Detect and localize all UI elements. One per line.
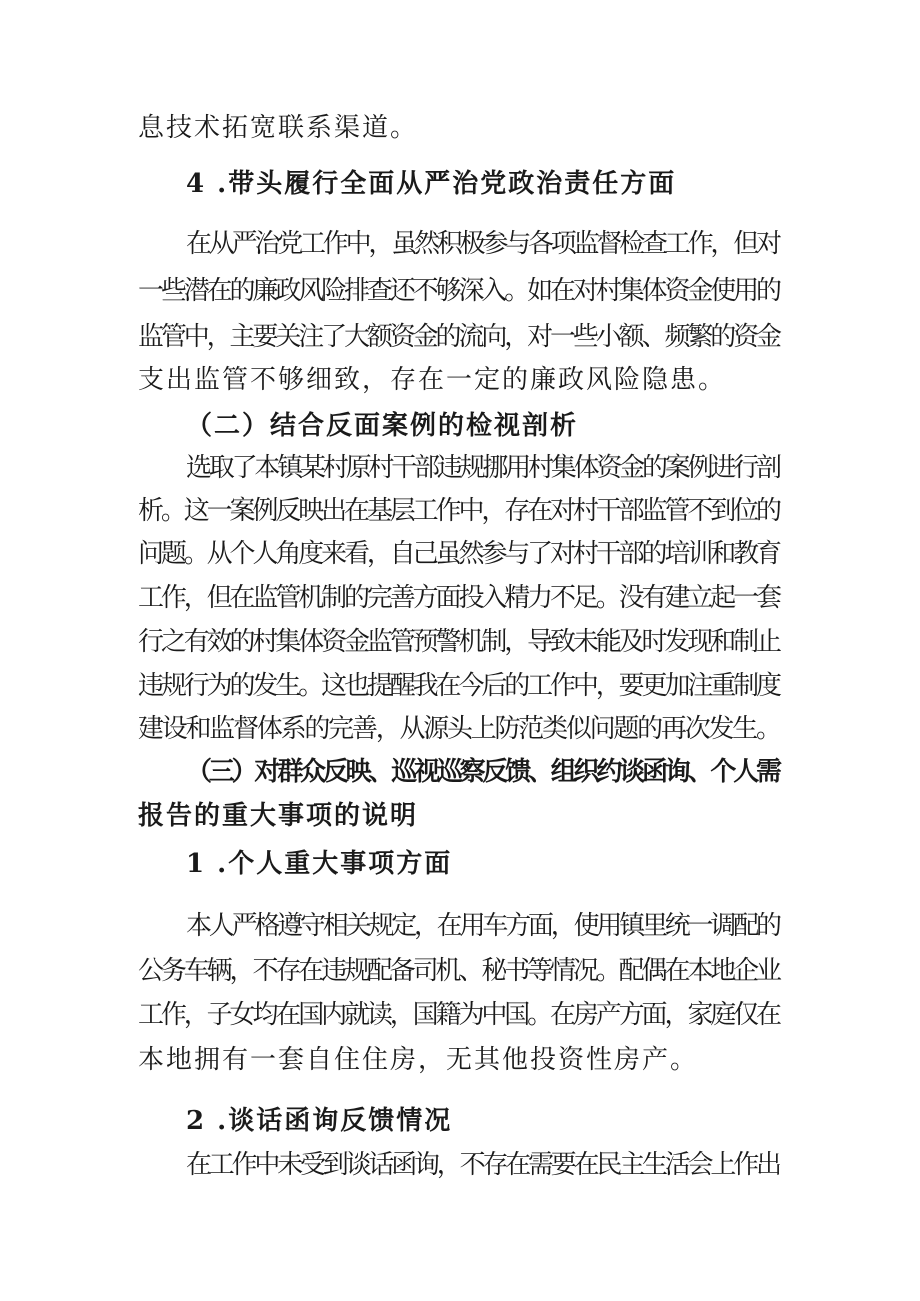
- paragraph-line: 支出监管不够细致，存在一定的廉政风险隐患。: [138, 365, 727, 395]
- paragraph-line: 公务车辆，不存在违规配备司机、秘书等情况。配偶在本地企业: [138, 956, 779, 986]
- paragraph-line: 息技术拓宽联系渠道。: [138, 113, 419, 143]
- paragraph-line: 选取了本镇某村原村干部违规挪用村集体资金的案例进行剖: [186, 453, 779, 483]
- paragraph-line: 工作，子女均在国内就读，国籍为中国。在房产方面，家庭仅在: [138, 1000, 779, 1030]
- subsection-heading: 1 .个人重大事项方面: [186, 849, 453, 879]
- paragraph-line: 在工作中未受到谈话函询，不存在需要在民主生活会上作出: [186, 1150, 779, 1180]
- paragraph-line: 问题。从个人角度来看，自己虽然参与了对村干部的培训和教育: [138, 539, 779, 569]
- paragraph-line: 违规行为的发生。这也提醒我在今后的工作中，要更加注重制度: [138, 671, 779, 701]
- paragraph-line: 一些潜在的廉政风险排查还不够深入。如在对村集体资金使用的: [138, 276, 779, 306]
- section-heading: （三）对群众反映、巡视巡察反馈、组织约谈函询、个人需: [186, 757, 779, 787]
- subsection-heading: 2 .谈话函询反馈情况: [186, 1106, 453, 1136]
- paragraph-line: 在从严治党工作中，虽然积极参与各项监督检查工作，但对: [186, 229, 779, 259]
- paragraph-line: 析。这一案例反映出在基层工作中，存在对村干部监管不到位的: [138, 496, 779, 526]
- section-heading: 4 .带头履行全面从严治党政治责任方面: [186, 169, 677, 199]
- section-heading: （二）结合反面案例的检视剖析: [186, 411, 579, 441]
- paragraph-line: 工作，但在监管机制的完善方面投入精力不足。没有建立起一套: [138, 583, 779, 613]
- paragraph-line: 建设和监督体系的完善，从源头上防范类似问题的再次发生。: [138, 714, 780, 744]
- paragraph-line: 本地拥有一套自住住房，无其他投资性房产。: [138, 1045, 699, 1075]
- paragraph-line: 行之有效的村集体资金监管预警机制，导致未能及时发现和制止: [138, 627, 779, 657]
- section-heading: 报告的重大事项的说明: [138, 801, 419, 831]
- paragraph-line: 本人严格遵守相关规定，在用车方面，使用镇里统一调配的: [186, 911, 779, 941]
- paragraph-line: 监管中，主要关注了大额资金的流向，对一些小额、频繁的资金: [138, 322, 779, 352]
